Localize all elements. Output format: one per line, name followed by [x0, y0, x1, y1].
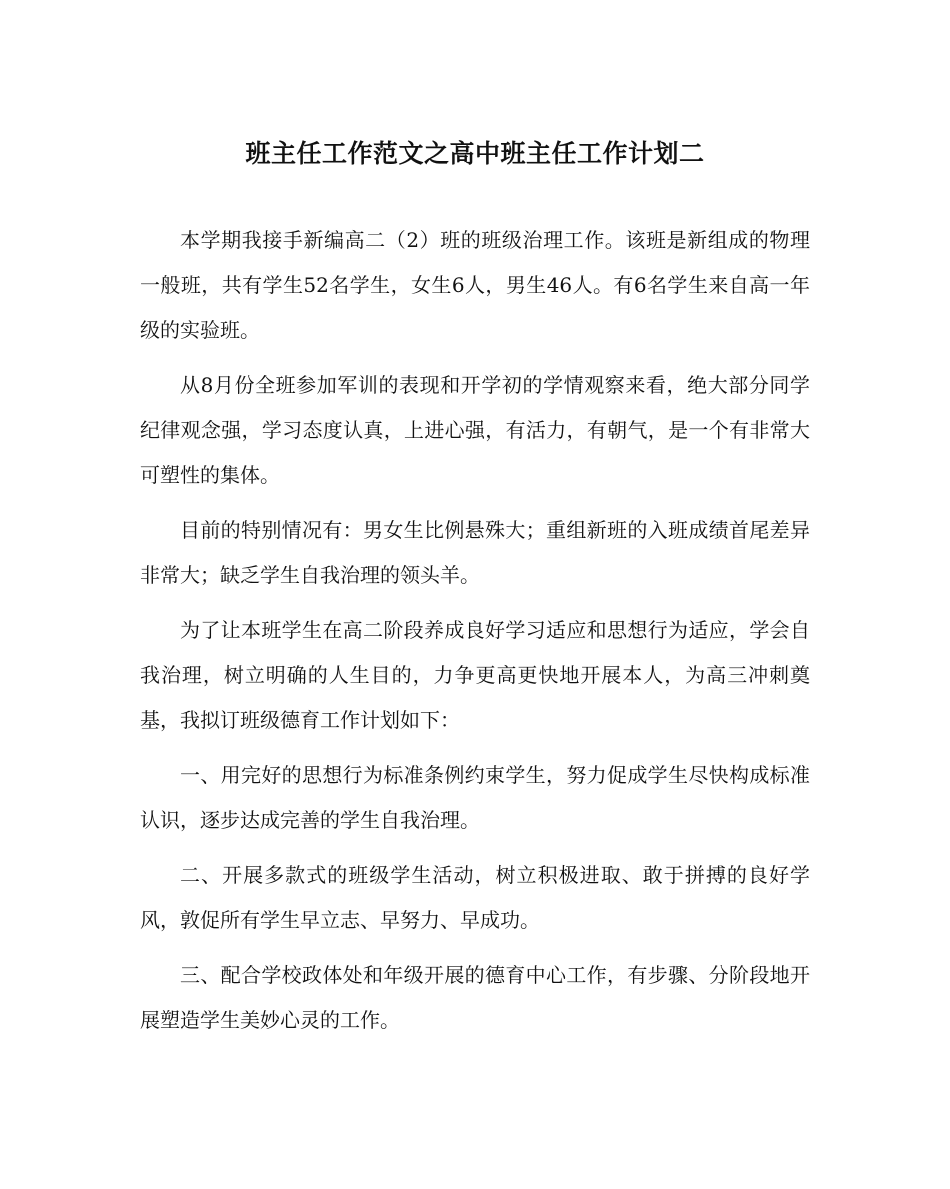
- paragraph-special-situation: 目前的特别情况有：男女生比例悬殊大；重组新班的入班成绩首尾差异非常大；缺乏学生自我治理的领头羊。: [140, 518, 810, 587]
- paragraph-item-3: 三、配合学校政体处和年级开展的德育中心工作，有步骤、分阶段地开展塑造学生美妙心灵的工作。: [140, 963, 810, 1032]
- paragraph-plan-intro: 为了让本班学生在高二阶段养成良好学习适应和思想行为适应，学会自我治理，树立明确的人生目的，力争更高更快地开展本人，为高三冲刺奠基，我拟订班级德育工作计划如下：: [140, 618, 810, 732]
- paragraph-item-1: 一、用完好的思想行为标准条例约束学生，努力促成学生尽快构成标准认识，逐步达成完善的学生自我治理。: [140, 763, 810, 832]
- paragraph-intro: 本学期我接手新编高二（2）班的班级治理工作。该班是新组成的物理一般班，共有学生52名学生，女生6人，男生46人。有6名学生来自高一年级的实验班。: [140, 228, 810, 342]
- document-title: 班主任工作范文之高中班主任工作计划二: [245, 139, 705, 168]
- document-body: [140, 218, 810, 1053]
- paragraph-item-2: 二、开展多款式的班级学生活动，树立积极进取、敢于拼搏的良好学风，敦促所有学生早立志、早努力、早成功。: [140, 863, 810, 932]
- paragraph-observation: 从8月份全班参加军训的表现和开学初的学情观察来看，绝大部分同学纪律观念强，学习态度认真，上进心强，有活力，有朝气，是一个有非常大可塑性的集体。: [140, 373, 810, 487]
